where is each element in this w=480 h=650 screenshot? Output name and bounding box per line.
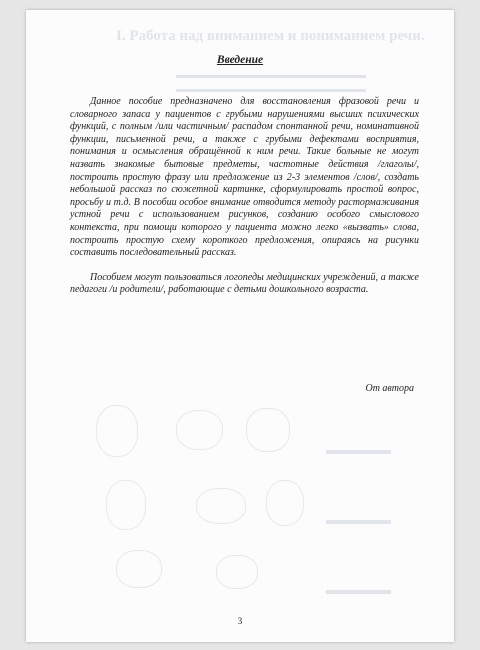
body-text <box>70 96 419 297</box>
bleed-through-heading: І. Работа над вниманием и пониманием речи. <box>116 28 425 44</box>
paragraph: Данное пособие предназначено для восстановления фразовой речи и словарного запаса у пациентов с грубыми нарушениями высших психических функций, с полным /или частичным/ распадом спонтанной речи, номинативной функции, письменной речи, а также с грубыми дефектами восприятия, понимания и осмысления обращённой к ним речи. Такие больные не могут назвать знакомые бытовые предметы, частотные действия /глаголы/, построить простую фразу или предложение из 2-3 элементов /слов/, создать небольшой рассказ по сюжетной картинке, сформулировать простой вопрос, просьбу и т.д. В пособии особое внимание отводится методу растормаживания устной речи с использованием рисунков, созданию особого смыслового контекста, при помощи которого у пациента можно легко «вызвать» слова, построить простую схему короткого предложения, опираясь на рисунки составить последовательный рассказ. <box>70 96 419 259</box>
bleed-through-drawing <box>266 480 304 526</box>
book-page <box>26 10 454 642</box>
bleed-through-drawing <box>106 480 146 530</box>
bleed-through-drawing <box>96 405 138 457</box>
bleed-through-question: ▬▬▬▬▬ <box>326 582 391 597</box>
bleed-through-drawing <box>196 488 246 524</box>
bleed-through-line: ▬▬▬▬▬▬▬▬▬▬▬▬▬▬▬▬▬▬▬ <box>176 70 366 81</box>
bleed-through-drawing <box>116 550 162 588</box>
bleed-through-question: ▬▬▬▬▬ <box>326 512 391 527</box>
paragraph: Пособием могут пользоваться логопеды медицинских учреждений, а также педагоги /и родители/, работающие с детьми дошкольного возраста. <box>70 271 419 296</box>
bleed-through-drawing <box>216 555 258 589</box>
bleed-through-drawing <box>246 408 290 452</box>
bleed-through-drawing <box>176 410 223 450</box>
page-title: Введение <box>216 54 264 66</box>
bleed-through-question: ▬▬▬▬▬ <box>326 442 391 457</box>
author-signature: От автора <box>365 383 414 394</box>
bleed-through-line: ▬▬▬▬▬▬▬▬▬▬▬▬▬▬▬▬▬▬▬ <box>176 84 366 95</box>
page-number: 3 <box>237 616 243 626</box>
